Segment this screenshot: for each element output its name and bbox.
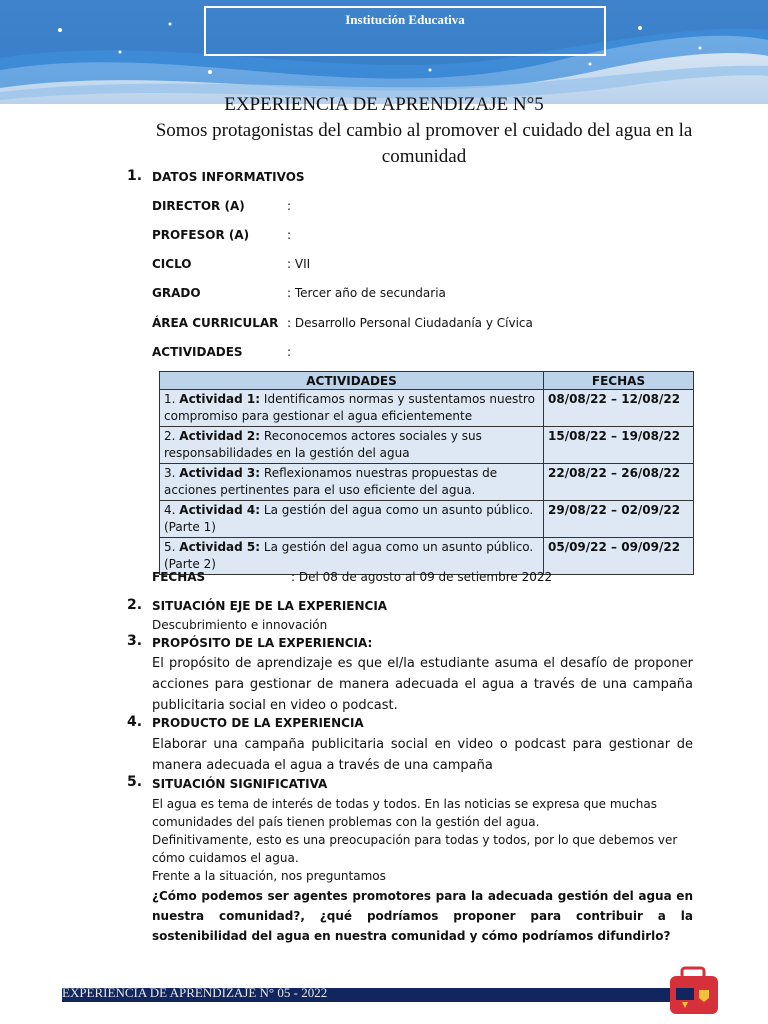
activity-dates: 05/09/22 – 09/09/22 [544, 538, 694, 575]
activity-name: Actividad 1: [179, 392, 261, 406]
activity-number: 4. [164, 503, 176, 517]
profesor-value: : [287, 228, 292, 242]
activity-cell [160, 538, 544, 575]
activity-dates: 15/08/22 – 19/08/22 [544, 427, 694, 464]
school-briefcase-icon [668, 966, 720, 1016]
activities-table [159, 371, 694, 575]
table-row [160, 427, 694, 464]
header-banner [0, 0, 768, 104]
activity-number: 1. [164, 392, 176, 406]
activity-dates: 22/08/22 – 26/08/22 [544, 464, 694, 501]
section-3-number: 3. [127, 633, 143, 649]
activity-text: Identificamos normas y sustentamos nuestro compromiso para gestionar el agua eficientemente [164, 392, 535, 423]
activity-cell [160, 390, 544, 427]
footer-text: EXPERIENCIA DE APRENDIZAJE N° 05 - 2022 [62, 985, 328, 1000]
actividades-value: : [287, 345, 292, 359]
section-3-text: El propósito de aprendizaje es que el/la estudiante asuma el desafío de proponer acciones para gestionar de manera adecuada el agua a través de una campaña publicitaria social en video o podcast. [152, 656, 693, 713]
section-5-number: 5. [127, 774, 143, 790]
section-5-question: ¿Cómo podemos ser agentes promotores para la adecuada gestión del agua en nuestra comunidad?, ¿qué podríamos proponer para contribuir a la sostenibilidad del agua en nuestra comunidad y cómo podríamos difundirlo? [152, 889, 693, 943]
activity-text: Reflexionamos nuestras propuestas de acciones pertinentes para el uso eficiente del agua. [164, 466, 498, 497]
header-actividades: ACTIVIDADES [160, 372, 544, 390]
ciclo-label: CICLO [152, 257, 192, 271]
section-2-heading: SITUACIÓN EJE DE LA EXPERIENCIA [152, 599, 388, 613]
activity-text: La gestión del agua como un asunto público. (Parte 1) [164, 503, 534, 534]
section-5-paragraph-3: Frente a la situación, nos preguntamos [152, 869, 386, 883]
section-5-paragraph-2: Definitivamente, esto es una preocupación para todas y todos, por lo que debemos ver cómo cuidamos el agua. [152, 833, 678, 865]
activity-number: 2. [164, 429, 176, 443]
section-4-number: 4. [127, 714, 143, 730]
section-4-text: Elaborar una campaña publicitaria social en video o podcast para gestionar de manera adecuada el agua a través de una campaña [152, 737, 693, 773]
institution-name: Institución Educativa [345, 12, 465, 27]
activity-cell [160, 427, 544, 464]
activity-name: Actividad 2: [179, 429, 261, 443]
director-label: DIRECTOR (A) [152, 199, 245, 213]
grado-label: GRADO [152, 286, 201, 300]
activity-text: La gestión del agua como un asunto público. (Parte 2) [164, 540, 534, 571]
activity-dates: 29/08/22 – 02/09/22 [544, 501, 694, 538]
section-2-text: Descubrimiento e innovación [152, 618, 328, 632]
section-4-heading: PRODUCTO DE LA EXPERIENCIA [152, 716, 364, 730]
table-row [160, 390, 694, 427]
activity-text: Reconocemos actores sociales y sus responsabilidades en la gestión del agua [164, 429, 482, 460]
activity-name: Actividad 5: [179, 540, 261, 554]
area-value: : Desarrollo Personal Ciudadanía y Cívica [287, 316, 533, 330]
activity-cell [160, 464, 544, 501]
section-1-heading: DATOS INFORMATIVOS [152, 170, 305, 184]
institution-box [204, 6, 606, 56]
activity-cell [160, 501, 544, 538]
table-row [160, 501, 694, 538]
section-1-number: 1. [127, 168, 143, 184]
ciclo-value: : VII [287, 257, 311, 271]
activity-name: Actividad 3: [179, 466, 261, 480]
document-title: EXPERIENCIA DE APRENDIZAJE N°5 [224, 94, 544, 115]
grado-value: : Tercer año de secundaria [287, 286, 446, 300]
area-label: ÁREA CURRICULAR [152, 316, 279, 330]
director-value: : [287, 199, 292, 213]
actividades-label: ACTIVIDADES [152, 345, 243, 359]
fechas-label: FECHAS [152, 570, 206, 584]
profesor-label: PROFESOR (A) [152, 228, 250, 242]
table-header-row [160, 372, 694, 390]
table-row [160, 464, 694, 501]
header-fechas: FECHAS [544, 372, 694, 390]
section-5-paragraph-1: El agua es tema de interés de todas y todos. En las noticias se expresa que muchas comunidades del país tienen problemas con la gestión del agua. [152, 797, 657, 829]
section-2-number: 2. [127, 597, 143, 613]
activity-number: 3. [164, 466, 176, 480]
table-row [160, 538, 694, 575]
section-5-heading: SITUACIÓN SIGNIFICATIVA [152, 777, 328, 791]
document-subtitle: Somos protagonistas del cambio al promover el cuidado del agua en la comunidad [155, 120, 693, 167]
fechas-value: : Del 08 de agosto al 09 de setiembre 2022 [291, 570, 553, 584]
activity-dates: 08/08/22 – 12/08/22 [544, 390, 694, 427]
activity-name: Actividad 4: [179, 503, 261, 517]
activity-number: 5. [164, 540, 176, 554]
section-3-heading: PROPÓSITO DE LA EXPERIENCIA: [152, 636, 373, 650]
